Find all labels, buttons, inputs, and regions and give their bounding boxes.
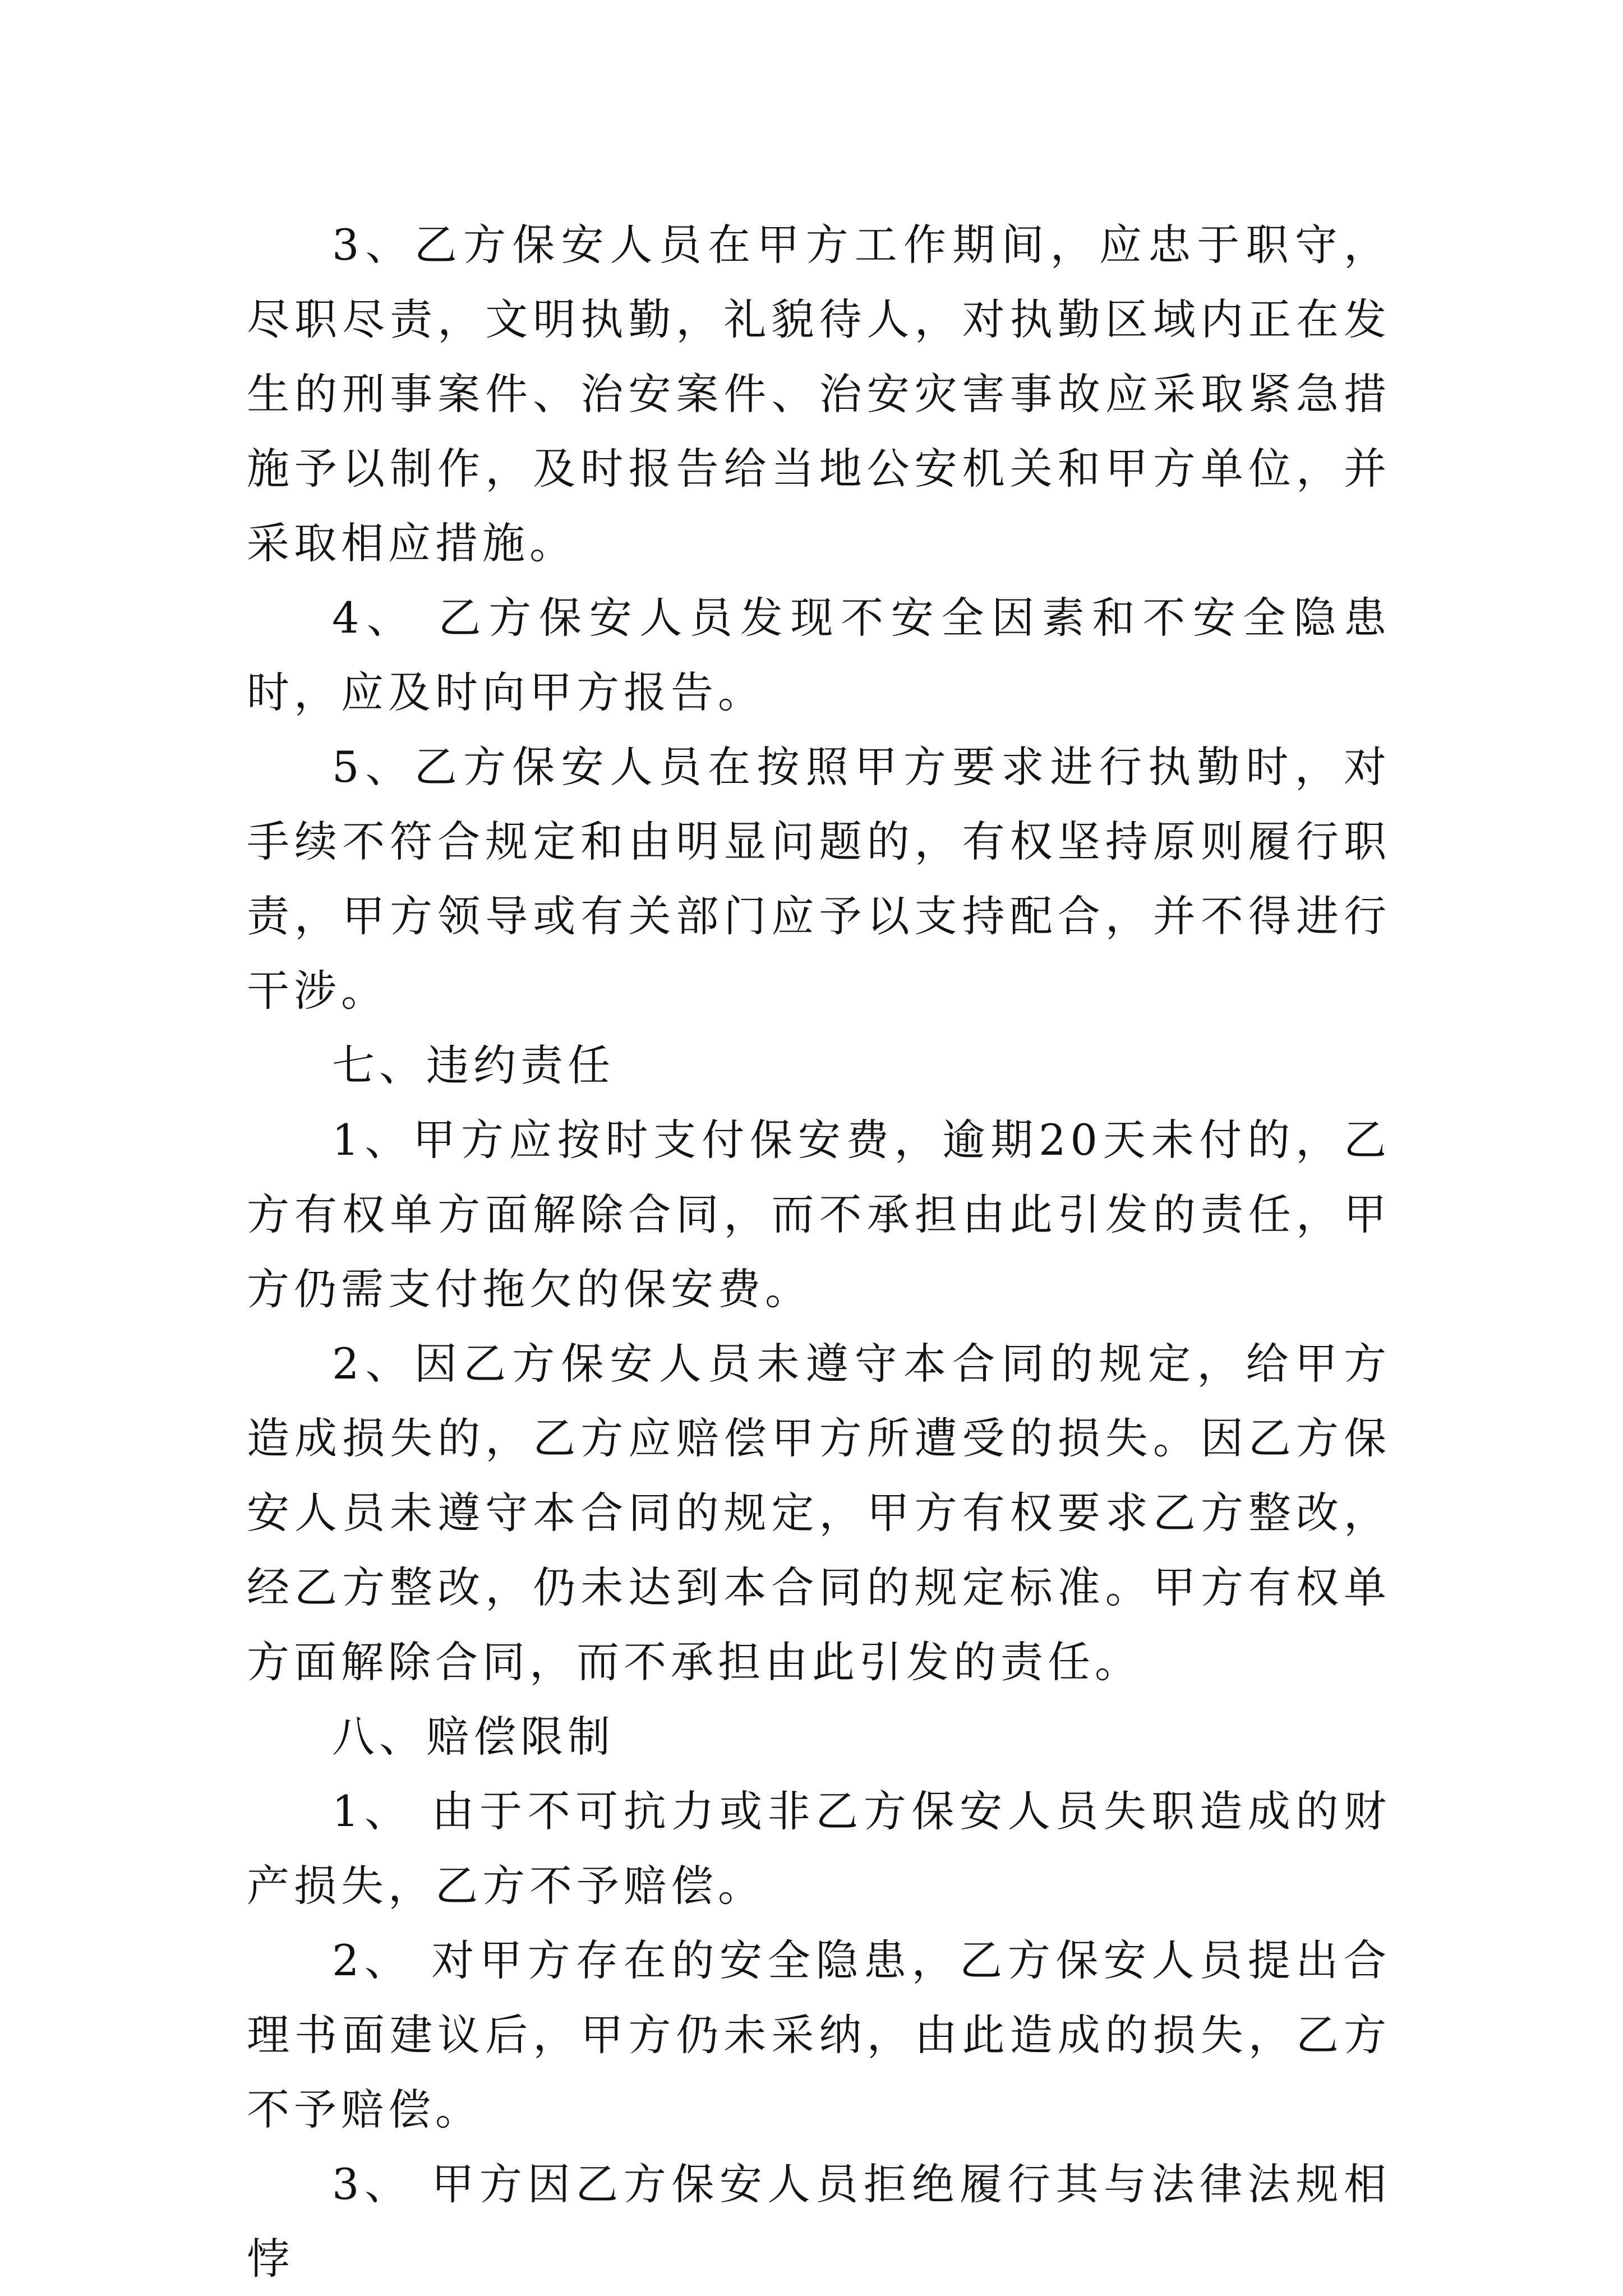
- paragraph-clause-6-4: 4、 乙方保安人员发现不安全因素和不安全隐患时，应及时向甲方报告。: [247, 593, 1391, 717]
- paragraph-clause-8-2: 2、 对甲方存在的安全隐患，乙方保安人员提出合理书面建议后，甲方仍未采纳，由此造成的损失，乙方不予赔偿。: [247, 1935, 1391, 2134]
- paragraph-clause-7-2: 2、因乙方保安人员未遵守本合同的规定，给甲方造成损失的，乙方应赔偿甲方所遭受的损失。因乙方保安人员未遵守本合同的规定，甲方有权要求乙方整改，经乙方整改，仍未达到本合同的规定标准。甲方有权单方面解除合同，而不承担由此引发的责任。: [247, 1339, 1391, 1687]
- document-body: [247, 208, 1391, 2296]
- paragraph-clause-6-5: 5、乙方保安人员在按照甲方要求进行执勤时，对手续不符合规定和由明显问题的，有权坚持原则履行职责，甲方领导或有关部门应予以支持配合，并不得进行干涉。: [247, 742, 1391, 1016]
- paragraph-clause-8-1: 1、 由于不可抗力或非乙方保安人员失职造成的财产损失，乙方不予赔偿。: [247, 1786, 1391, 1911]
- paragraph-clause-7-1: 1、甲方应按时支付保安费，逾期20天未付的，乙方有权单方面解除合同，而不承担由此引发的责任，甲方仍需支付拖欠的保安费。: [247, 1115, 1391, 1314]
- paragraph-clause-8-3: 3、 甲方因乙方保安人员拒绝履行其与法律法规相悖: [247, 2159, 1391, 2284]
- section-heading-7: 七、违约责任: [332, 1040, 615, 1090]
- paragraph-clause-6-3: 3、乙方保安人员在甲方工作期间，应忠于职守，尽职尽责，文明执勤，礼貌待人，对执勤区域内正在发生的刑事案件、治安案件、治安灾害事故应采取紧急措施予以制作，及时报告给当地公安机关和甲方单位，并采取相应措施。: [247, 220, 1391, 568]
- section-heading-8: 八、赔偿限制: [332, 1712, 615, 1762]
